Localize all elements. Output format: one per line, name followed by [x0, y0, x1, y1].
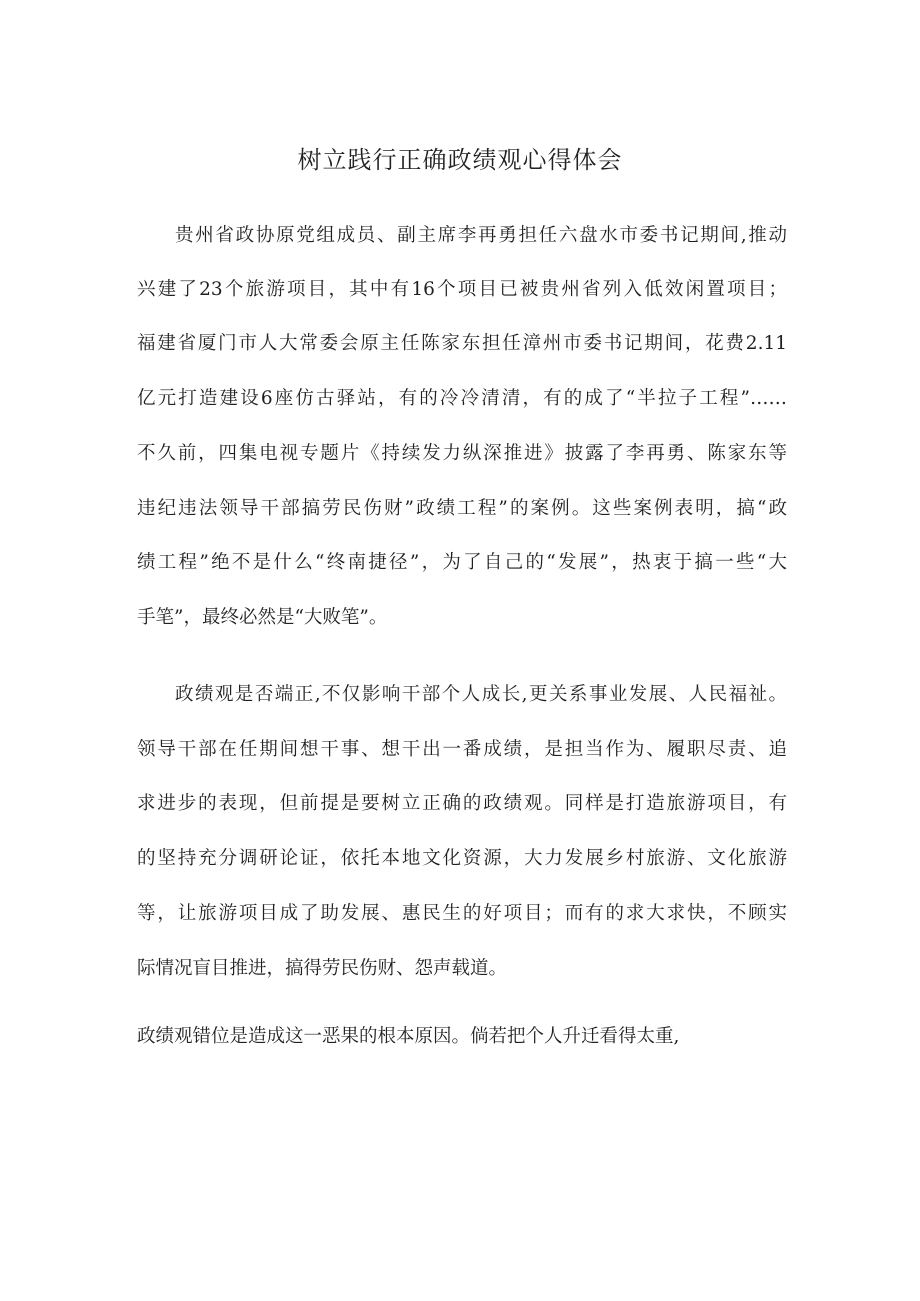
paragraph-1-line-3: 福建省厦门市人大常委会原主任陈家东担任漳州市委书记期间，花费2.11 — [137, 333, 787, 354]
paragraph-1-line-5: 不久前，四集电视专题片《持续发力纵深推进》披露了李再勇、陈家东等 — [137, 443, 787, 464]
paragraph-1-line-4: 亿元打造建设6座仿古驿站，有的冷冷清清，有的成了“半拉子工程”…… — [137, 388, 787, 409]
paragraph-1-line-6: 违纪违法领导干部搞劳民伤财”政绩工程”的案例。这些案例表明，搞“政 — [137, 498, 787, 519]
paragraph-1-line-2: 兴建了23个旅游项目，其中有16个项目已被贵州省列入低效闲置项目； — [137, 279, 787, 300]
paragraph-3-line-1: 政绩观错位是造成这一恶果的根本原因。倘若把个人升迁看得太重, — [137, 1026, 680, 1047]
paragraph-2-line-4: 的坚持充分调研论证，依托本地文化资源，大力发展乡村旅游、文化旅游 — [137, 848, 787, 869]
paragraph-2-line-1: 政绩观是否端正,不仅影响干部个人成长,更关系事业发展、人民福祉。 — [175, 684, 787, 705]
paragraph-1-line-1: 贵州省政协原党组成员、副主席李再勇担任六盘水市委书记期间,推动 — [175, 225, 787, 246]
paragraph-2-line-5: 等，让旅游项目成了助发展、惠民生的好项目；而有的求大求快，不顾实 — [137, 903, 787, 924]
paragraph-2-line-6: 际情况盲目推进，搞得劳民伤财、怨声载道。 — [137, 958, 508, 979]
paragraph-2-line-2: 领导干部在任期间想干事、想干出一番成绩，是担当作为、履职尽责、追 — [137, 739, 787, 760]
paragraph-2-line-3: 求进步的表现，但前提是要树立正确的政绩观。同样是打造旅游项目，有 — [137, 793, 787, 814]
document-title: 树立践行正确政绩观心得体会 — [297, 146, 623, 174]
paragraph-1-line-7: 绩工程”绝不是什么“终南捷径”，为了自己的“发展”，热衷于搞一些“大 — [137, 552, 787, 573]
paragraph-1-line-8: 手笔”，最终必然是“大败笔”。 — [137, 607, 388, 628]
